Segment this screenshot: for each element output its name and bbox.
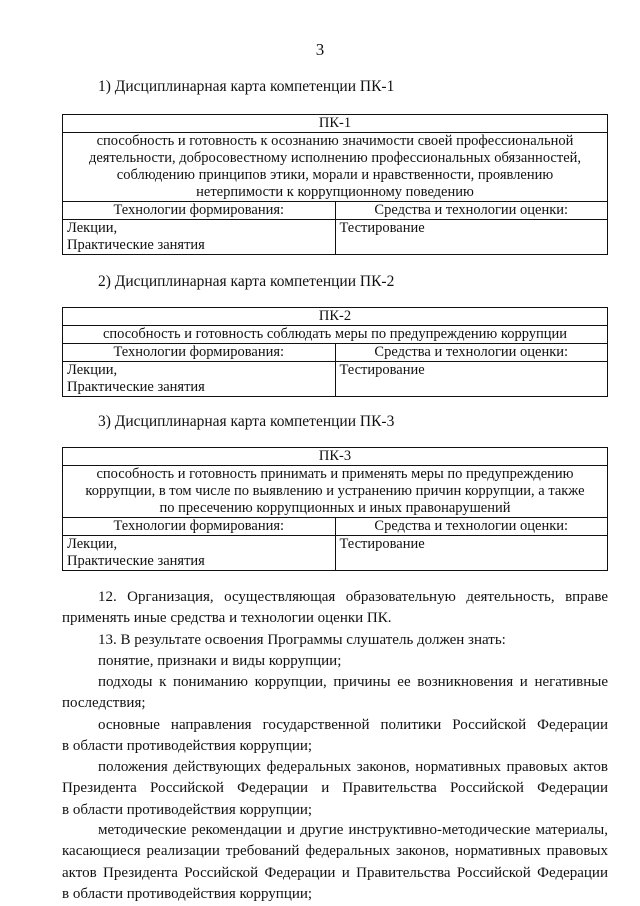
knowledge-item-5 xyxy=(62,820,608,906)
paragraph-line: актов Президента Российской Федерации и Правительства Российской Федерации xyxy=(62,864,608,881)
eval-cell: Тестирование xyxy=(335,220,608,255)
tech-line: Практические занятия xyxy=(67,379,205,395)
section-heading-pk1: 1) Дисциплинарная карта компетенции ПК-1 xyxy=(98,78,395,95)
paragraph-12 xyxy=(62,587,608,630)
paragraph-line: в области противодействия коррупции; xyxy=(62,801,313,818)
knowledge-item-2 xyxy=(62,672,608,715)
competency-code: ПК-3 xyxy=(63,448,608,466)
tech-cell xyxy=(63,362,336,397)
tech-column-header: Технологии формирования: xyxy=(63,202,336,220)
description-line: коррупции, в том числе по выявлению и устранению причин коррупции, а также xyxy=(85,483,585,499)
competency-card-pk2 xyxy=(62,307,608,397)
competency-code: ПК-2 xyxy=(63,308,608,326)
eval-column-header: Средства и технологии оценки: xyxy=(335,518,608,536)
knowledge-item-3 xyxy=(62,715,608,758)
tech-column-header: Технологии формирования: xyxy=(63,518,336,536)
competency-description xyxy=(63,466,608,518)
paragraph-line: подходы к пониманию коррупции, причины ее возникновения и негативные xyxy=(98,674,608,690)
knowledge-item-1 xyxy=(62,651,608,672)
paragraph-line: в области противодействия коррупции; xyxy=(62,886,313,903)
paragraph-line: основные направления государственной политики Российской Федерации xyxy=(98,717,608,733)
paragraph-line: в области противодействия коррупции; xyxy=(62,738,313,755)
paragraph-line: положения действующих федеральных законов, нормативных правовых актов xyxy=(98,759,608,775)
tech-line: Практические занятия xyxy=(67,553,205,569)
description-line: способность и готовность к осознанию значимости своей профессиональной xyxy=(96,133,574,149)
eval-column-header: Средства и технологии оценки: xyxy=(335,202,608,220)
description-line: нетерпимости к коррупционному поведению xyxy=(196,184,474,200)
paragraph-line: понятие, признаки и виды коррупции; xyxy=(98,653,342,669)
description-line: соблюдению принципов этики, морали и нравственности, проявлению xyxy=(116,167,554,183)
description-line: деятельности, добросовестному исполнению профессиональных обязанностей, xyxy=(88,150,582,166)
section-heading-pk3: 3) Дисциплинарная карта компетенции ПК-3 xyxy=(98,413,395,430)
competency-card-pk3 xyxy=(62,447,608,571)
description-line: способность и готовность соблюдать меры по предупреждению коррупции xyxy=(102,326,568,342)
paragraph-line: 12. Организация, осуществляющая образовательную деятельность, вправе xyxy=(98,589,608,605)
description-line: по пресечению коррупционных и иных правонарушений xyxy=(159,500,511,516)
paragraph-line: Президента Российской Федерации и Правительства Российской Федерации xyxy=(62,780,608,797)
knowledge-item-4 xyxy=(62,757,608,821)
paragraph-line: последствия; xyxy=(62,695,146,712)
paragraph-line: 13. В результате освоения Программы слушатель должен знать: xyxy=(98,632,506,648)
competency-description xyxy=(63,326,608,344)
eval-cell: Тестирование xyxy=(335,362,608,397)
page-number: 3 xyxy=(315,40,325,59)
tech-cell xyxy=(63,220,336,255)
description-line: способность и готовность принимать и применять меры по предупреждению xyxy=(96,466,574,482)
paragraph-13 xyxy=(62,630,608,651)
tech-column-header: Технологии формирования: xyxy=(63,344,336,362)
tech-line: Лекции, xyxy=(67,362,118,378)
paragraph-line: касающиеся реализации требований федеральных законов, нормативных правовых xyxy=(62,843,608,860)
paragraph-line: применять иные средства и технологии оценки ПК. xyxy=(62,610,392,627)
tech-line: Лекции, xyxy=(67,536,118,552)
eval-column-header: Средства и технологии оценки: xyxy=(335,344,608,362)
tech-line: Лекции, xyxy=(67,220,118,236)
tech-line: Практические занятия xyxy=(67,237,205,253)
competency-description xyxy=(63,133,608,202)
paragraph-line: методические рекомендации и другие инструктивно-методические материалы, xyxy=(98,822,608,838)
competency-code: ПК-1 xyxy=(63,115,608,133)
section-heading-pk2: 2) Дисциплинарная карта компетенции ПК-2 xyxy=(98,273,395,290)
eval-cell: Тестирование xyxy=(335,536,608,571)
tech-cell xyxy=(63,536,336,571)
competency-card-pk1 xyxy=(62,114,608,255)
